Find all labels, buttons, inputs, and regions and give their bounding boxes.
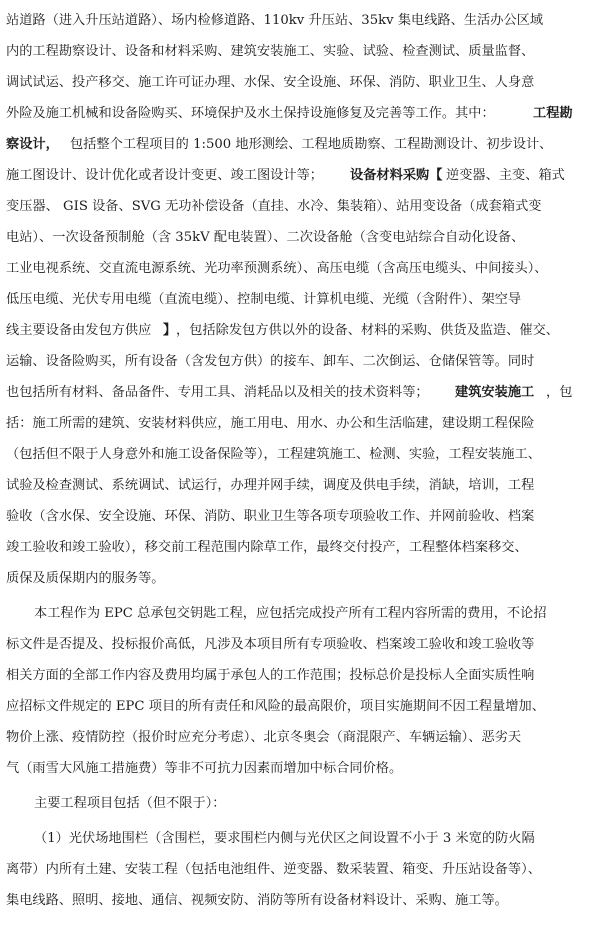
text-run: 质保及质保期内的服务等。 xyxy=(6,571,165,586)
text-line xyxy=(0,409,603,439)
text-line xyxy=(0,723,603,753)
text-line xyxy=(0,692,603,722)
text-line xyxy=(0,502,603,532)
text-run: 气（雨雪大风施工措施费）等非不可抗力因素而增加中标合同价格。 xyxy=(6,761,403,776)
text-run: ，包 xyxy=(546,385,573,400)
text-run: （1）光伏场地围栏（含围栏，要求围栏内侧与光伏区之间设置不小于 3 米宽的防火隔 xyxy=(34,831,535,846)
text-run: 标文件是否提及、投标报价高低，凡涉及本项目所有专项验收、档案竣工验收和竣工验收等 xyxy=(6,637,535,652)
text-run: 主要工程项目包括（但不限于）： xyxy=(34,796,226,811)
text-run: 低压电缆、光伏专用电缆（直流电缆）、控制电缆、计算机电缆、光缆（含附件）、架空导 xyxy=(6,292,522,307)
bold-heading-equipment-procurement: 设备材料采购【 xyxy=(350,168,443,183)
text-line xyxy=(0,68,603,98)
list-item-1-cont xyxy=(0,855,603,885)
text-line xyxy=(0,630,603,660)
text-line xyxy=(0,661,603,691)
text-line xyxy=(0,6,603,36)
text-run: 相关方面的全部工作内容及费用均属于承包人的工作范围；投标总价是投标人全面实质性响 xyxy=(6,668,535,683)
text-run: 也包括所有材料、备品备件、专用工具、消耗品以及相关的技术资料等； xyxy=(6,385,429,400)
text-run: 括：施工所需的建筑、安装材料供应，施工用电、用水、办公和生活临建，建设期工程保险 xyxy=(6,416,535,431)
text-run: 验收（含水保、安全设施、环保、消防、职业卫生等各项专项验收工作、并网前验收、档案 xyxy=(6,509,535,524)
text-line xyxy=(0,378,603,408)
text-line xyxy=(0,99,603,129)
text-run: 外险及施工机械和设备险购买、环境保护及水土保持设施修复及完善等工作。其中： xyxy=(6,106,495,121)
text-run: 集电线路、照明、接地、通信、视频安防、消防等所有设备材料设计、采购、施工等。 xyxy=(6,893,508,908)
text-line xyxy=(0,599,603,629)
text-line xyxy=(0,223,603,253)
text-run: 运输、设备险购买，所有设备（含发包方供）的接车、卸车、二次倒运、仓储保管等。同时 xyxy=(6,354,535,369)
text-run: 内的工程勘察设计、设备和材料采购、建筑安装施工、实验、试验、检查测试、质量监督、 xyxy=(6,44,535,59)
text-run: 工业电视系统、交直流电源系统、光功率预测系统）、高压电缆（含高压电缆头、中间接头）、 xyxy=(6,261,548,276)
text-line xyxy=(0,471,603,501)
text-line xyxy=(0,37,603,67)
text-run: 变压器、 GIS 设备、SVG 无功补偿设备（直挂、水冷、集装箱）、站用变设备（成套箱式变 xyxy=(6,199,542,214)
text-line xyxy=(0,285,603,315)
text-line xyxy=(0,440,603,470)
text-line xyxy=(0,161,603,191)
text-line xyxy=(0,316,603,346)
bold-heading-engineering-survey-design-cont: 察设计， xyxy=(6,137,59,152)
text-run: 应招标文件规定的 EPC 项目的所有责任和风险的最高限价，项目实施期间不因工程量增加、 xyxy=(6,699,545,714)
text-line xyxy=(0,254,603,284)
text-run: 离带）内所有土建、安装工程（包括电池组件、逆变器、数采装置、箱变、升压站设备等）、 xyxy=(6,862,541,877)
text-line xyxy=(0,533,603,563)
text-run: 调试试运、投产移交、施工许可证办理、水保、安全设施、环保、消防、职业卫生、人身意 xyxy=(6,75,535,90)
text-run: 逆变器、主变、箱式 xyxy=(446,168,565,183)
bold-heading-engineering-survey-design: 工程勘 xyxy=(533,106,573,121)
text-run: 试验及检查测试、系统调试、试运行，办理并网手续，调度及供电手续，消缺，培训，工程 xyxy=(6,478,535,493)
text-line xyxy=(0,192,603,222)
text-run: 包括整个工程项目的 1:500 地形测绘、工程地质勘察、工程勘测设计、初步设计、 xyxy=(70,137,553,152)
text-run: 物价上涨、疫情防控（报价时应充分考虑）、北京冬奥会（商混限产、车辆运输）、恶劣天 xyxy=(6,730,522,745)
text-run: 线主要设备由发包方供应 xyxy=(6,323,152,338)
text-line xyxy=(0,754,603,784)
text-run: ，包括除发包方供以外的设备、材料的采购、供货及监造、催交、 xyxy=(176,323,560,338)
text-run: 竣工验收和竣工验收），移交前工程范围内除草工作，最终交付投产，工程整体档案移交、 xyxy=(6,540,528,555)
bold-bracket: 】 xyxy=(163,323,177,338)
text-run: 站道路（进入升压站道路）、场内检修道路、110kv 升压站、35kv 集电线路、生活办公区域 xyxy=(6,13,544,28)
list-item-1 xyxy=(0,824,603,854)
text-run: （包括但不限于人身意外和施工设备保险等），工程建筑施工、检测、实验，工程安装施工、 xyxy=(6,447,541,462)
text-run: 本工程作为 EPC 总承包交钥匙工程，应包括完成投产所有工程内容所需的费用，不论招 xyxy=(34,606,547,621)
text-run: 施工图设计、设计优化或者设计变更、竣工图设计等； xyxy=(6,168,323,183)
text-line xyxy=(0,789,603,819)
text-line xyxy=(0,347,603,377)
bold-heading-construction-installation: 建筑安装施工 xyxy=(455,385,535,400)
text-run: 电站）、一次设备预制舱（含 35kV 配电装置）、二次设备舱（含变电站综合自动化设备、 xyxy=(6,230,525,245)
list-item-1-cont xyxy=(0,886,603,916)
text-line xyxy=(0,130,603,160)
text-line xyxy=(0,564,603,594)
